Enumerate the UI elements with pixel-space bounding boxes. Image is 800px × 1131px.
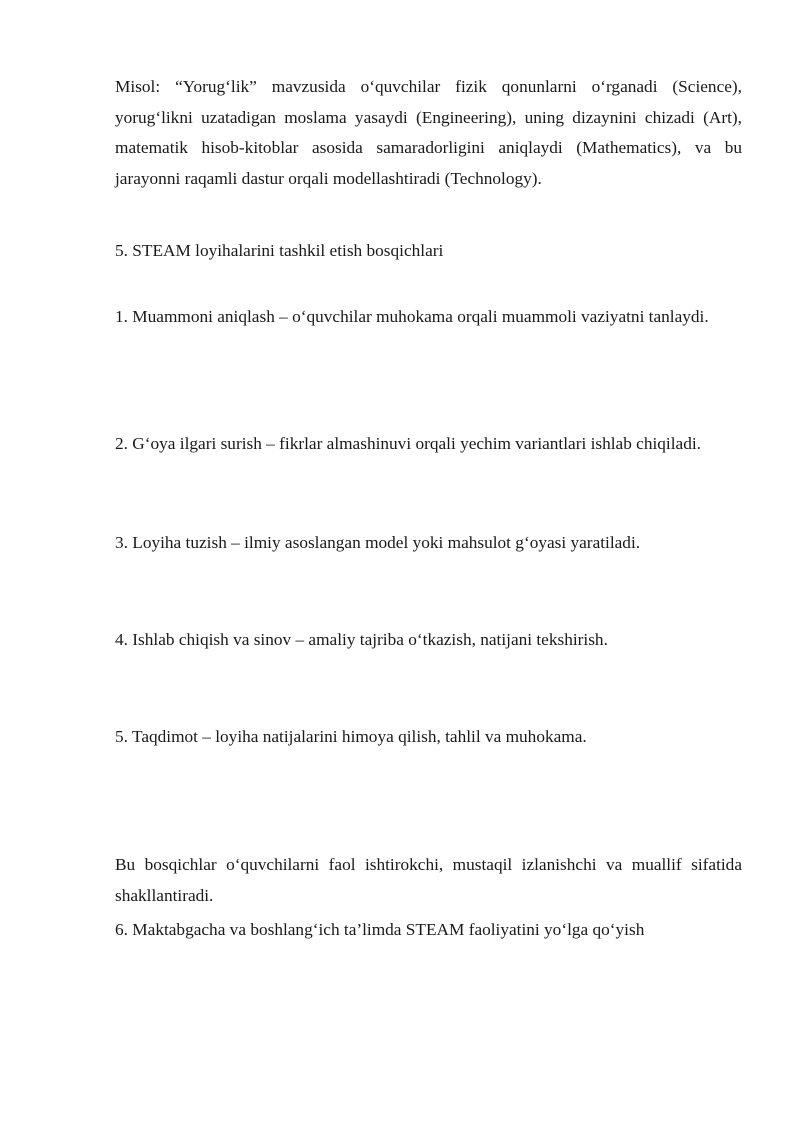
summary-paragraph: Bu bosqichlar o‘quvchilarni faol ishtirokchi, mustaqil izlanishchi va muallif sifatida shakllantiradi. bbox=[115, 855, 742, 905]
section-5-heading: 5. STEAM loyihalarini tashkil etish bosqichlari bbox=[115, 241, 444, 260]
step-item-3: 3. Loyiha tuzish – ilmiy asoslangan model yoki mahsulot g‘oyasi yaratiladi. bbox=[115, 533, 641, 552]
example-paragraph: Misol: “Yorug‘lik” mavzusida o‘quvchilar fizik qonunlarni o‘rganadi (Science), yorug‘likni uzatadigan moslama yasaydi (Engineering), uning dizaynini chizadi (Art), matematik hisob-kitoblar asosida samaradorligini aniqlaydi (Mathematics), va bu jarayonni raqamli dastur orqali modellashtiradi (Technology). bbox=[115, 77, 742, 188]
section-6-heading: 6. Maktabgacha va boshlang‘ich ta’limda STEAM faoliyatini yo‘lga qo‘yish bbox=[115, 920, 645, 939]
step-item-2: 2. G‘oya ilgari surish – fikrlar almashinuvi orqali yechim variantlari ishlab chiqiladi. bbox=[115, 434, 701, 453]
step-item-4: 4. Ishlab chiqish va sinov – amaliy tajriba o‘tkazish, natijani tekshirish. bbox=[115, 630, 608, 649]
step-item-1: 1. Muammoni aniqlash – o‘quvchilar muhokama orqali muammoli vaziyatni tanlaydi. bbox=[115, 307, 709, 326]
step-item-5: 5. Taqdimot – loyiha natijalarini himoya qilish, tahlil va muhokama. bbox=[115, 727, 587, 746]
